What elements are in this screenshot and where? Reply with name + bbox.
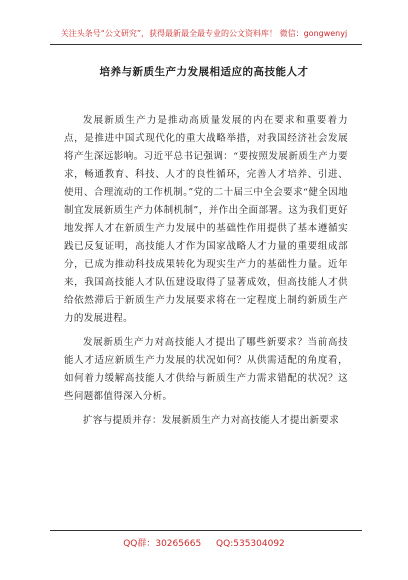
footer — [0, 536, 408, 549]
paragraph: 发展新质生产力对高技能人才提出了哪些新要求？当前高技能人才适应新质生产力发展的状况如何？从供需适配的角度看，如何着力缓解高技能人才供给与新质生产力需求错配的状况？这些问题都值得深入分析。 — [64, 337, 348, 402]
header-divider — [50, 44, 362, 45]
paragraph: 发展新质生产力是推动高质量发展的内在要求和重要着力点，是推进中国式现代化的重大战略举措，对我国经济社会发展将产生深远影响。习近平总书记强调：“要按照发展新质生产力要求，畅通教育、科技、人才的良性循环，完善人才培养、引进、使用、合理流动的工作机制。”党的二十届三中全会要求“健全因地制宜发展新质生产力体制机制”，并作出全面部署。这为我们更好地发挥人才在新质生产力发展中的基础性作用提供了基本遵循实践已反复证明，高技能人才作为国家战略人才力量的重要组成部分，已成为推动科技成果转化为现实生产力的基础性力量。近年来，我国高技能人才队伍建设取得了显著成效，但高技能人才供给依然滞后于新质生产力发展要求将在一定程度上制约新质生产力的发展进程。 — [64, 115, 348, 324]
document-body — [64, 112, 348, 436]
footer-qq-group: QQ群：30265665 — [123, 539, 202, 549]
footer-divider — [50, 530, 362, 531]
footer-qq-number: QQ:535304092 — [216, 539, 285, 549]
document-title: 培养与新质生产力发展相适应的高技能人才 — [99, 66, 309, 78]
header-note: 关注头条号“公文研究”，获得最新最全最专业的公文资料库！ 微信：gongwenyj — [60, 29, 348, 38]
section-heading-paragraph: 扩容与提质并存：发展新质生产力对高技能人才提出新要求 — [83, 415, 340, 426]
